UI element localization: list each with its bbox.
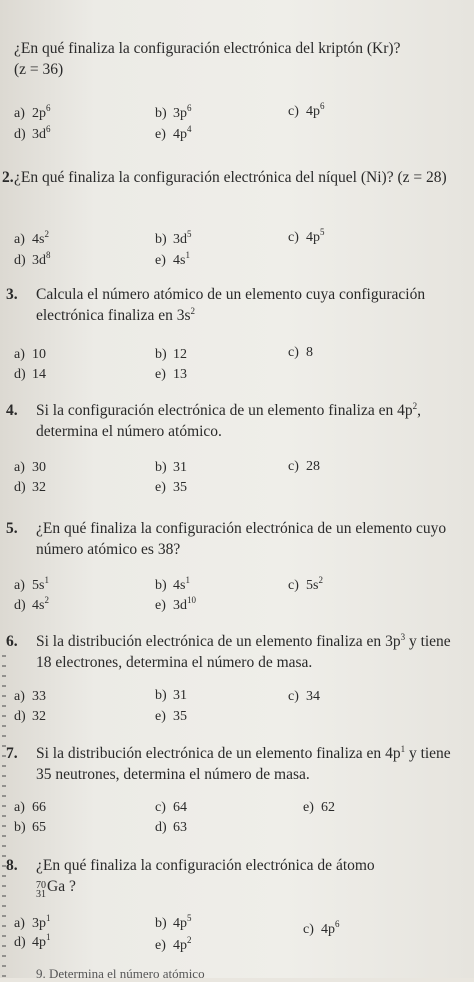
option-4c[interactable]: c) 28 bbox=[288, 459, 320, 474]
question-1-text: ¿En qué finaliza la configuración electrónica del kriptón (Kr)? (z = 36) bbox=[14, 40, 401, 78]
option-8a[interactable]: a) $3p^1$ bbox=[14, 913, 51, 931]
option-7c[interactable]: c) 64 bbox=[155, 800, 187, 815]
option-3b[interactable]: b) 12 bbox=[155, 347, 187, 362]
option-5b[interactable]: b) $4s^1$ bbox=[155, 575, 190, 593]
option-5e[interactable]: e) $3d^{10}$ bbox=[155, 595, 196, 613]
option-1e[interactable]: e) $4p^4$ bbox=[155, 124, 192, 142]
option-1a[interactable]: a) $2p^6$ bbox=[14, 103, 51, 121]
question-7-number: 7. bbox=[6, 745, 18, 762]
question-3-text: Calcula el número atómico de un elemento cuya configuración electrónica finaliza en bbox=[36, 286, 426, 324]
option-8d[interactable]: d) $4p^1$ bbox=[14, 932, 51, 950]
option-7d[interactable]: d) 63 bbox=[155, 820, 187, 835]
option-7b[interactable]: b) 65 bbox=[14, 820, 46, 835]
question-8-text: ¿En qué finaliza la configuración electrónica de átomo bbox=[36, 857, 375, 874]
option-2e[interactable]: e) $4s^1$ bbox=[155, 250, 190, 268]
question-8 bbox=[6, 855, 468, 899]
option-2d[interactable]: d) $3d^8$ bbox=[14, 250, 51, 268]
question-6-formula: $3p^3$ bbox=[385, 632, 406, 650]
isotope-symbol: Ga ? bbox=[47, 878, 76, 895]
binder-holes bbox=[2, 655, 6, 978]
question-4-formula: $4p^2$ bbox=[397, 401, 418, 419]
question-5-number: 5. bbox=[6, 520, 18, 537]
option-1c[interactable]: c) $4p^6$ bbox=[288, 101, 325, 119]
option-4b[interactable]: b) 31 bbox=[155, 460, 187, 475]
option-5d[interactable]: d) $4s^2$ bbox=[14, 595, 49, 613]
question-1 bbox=[6, 38, 468, 80]
option-6b[interactable]: b) 31 bbox=[155, 688, 187, 703]
question-3 bbox=[6, 284, 468, 326]
question-7: 7. Si la distribución electrónica de un elemento finaliza en $4p^1$ y tiene 35 neutrones, determina el número de masa. bbox=[6, 744, 451, 783]
question-3-number: 3. bbox=[6, 286, 18, 303]
option-7a[interactable]: a) 66 bbox=[14, 800, 46, 815]
question-2-text: ¿En qué finaliza la configuración electrónica del níquel (Ni)? (z = 28) bbox=[14, 169, 447, 186]
option-1d[interactable]: d) $3d^6$ bbox=[14, 124, 51, 142]
question-3-formula: $3s^2$ bbox=[176, 306, 196, 324]
question-8-number: 8. bbox=[6, 857, 18, 874]
question-2 bbox=[2, 167, 468, 188]
isotope-mass-number: 70 bbox=[36, 880, 46, 891]
isotope-atomic-number: 31 bbox=[36, 889, 46, 900]
question-7-text: Si la distribución electrónica de un elemento finaliza en bbox=[36, 745, 386, 762]
option-8b[interactable]: b) $4p^5$ bbox=[155, 913, 192, 931]
question-4-number: 4. bbox=[6, 402, 18, 419]
option-4e[interactable]: e) 35 bbox=[155, 480, 187, 495]
question-4: 4. Si la configuración electrónica de un elemento finaliza en $4p^2$, determina el número atómico. bbox=[6, 401, 421, 440]
option-3c[interactable]: c) 8 bbox=[288, 345, 313, 360]
question-5 bbox=[6, 518, 468, 560]
question-2-number: 2. bbox=[2, 169, 14, 186]
isotope-notation bbox=[36, 876, 468, 899]
option-5c[interactable]: c) $5s^2$ bbox=[288, 575, 323, 593]
option-4d[interactable]: d) 32 bbox=[14, 480, 46, 495]
question-6: 6. Si la distribución electrónica de un elemento finaliza en $3p^3$ y tiene 18 electrones, determina el número de masa. bbox=[6, 632, 451, 671]
option-4a[interactable]: a) 30 bbox=[14, 460, 46, 475]
question-6-text: Si la distribución electrónica de un elemento finaliza en bbox=[36, 633, 386, 650]
option-6d[interactable]: d) 32 bbox=[14, 709, 46, 724]
option-1b[interactable]: b) $3p^6$ bbox=[155, 103, 192, 121]
question-5-text: ¿En qué finaliza la configuración electrónica de un elemento cuyo número atómico es 38? bbox=[36, 520, 447, 558]
option-3a[interactable]: a) 10 bbox=[14, 347, 46, 362]
question-6-number: 6. bbox=[6, 633, 18, 650]
option-2a[interactable]: a) $4s^2$ bbox=[14, 229, 49, 247]
option-5a[interactable]: a) $5s^1$ bbox=[14, 575, 49, 593]
question-4-text: Si la configuración electrónica de un elemento finaliza en bbox=[36, 402, 398, 419]
option-2c[interactable]: c) $4p^5$ bbox=[288, 227, 325, 245]
option-6a[interactable]: a) 33 bbox=[14, 689, 46, 704]
question-7-formula: $4p^1$ bbox=[385, 744, 406, 762]
option-3e[interactable]: e) 13 bbox=[155, 367, 187, 382]
option-6e[interactable]: e) 35 bbox=[155, 709, 187, 724]
option-3d[interactable]: d) 14 bbox=[14, 367, 46, 382]
option-8c[interactable]: c) $4p^6$ bbox=[303, 919, 340, 937]
question-9-partial: 9. Determina el número atómico bbox=[36, 966, 205, 981]
option-7e[interactable]: e) 62 bbox=[303, 800, 335, 815]
option-8e[interactable]: e) $4p^2$ bbox=[155, 935, 192, 953]
option-6c[interactable]: c) 34 bbox=[288, 689, 320, 704]
option-2b[interactable]: b) $3d^5$ bbox=[155, 229, 192, 247]
